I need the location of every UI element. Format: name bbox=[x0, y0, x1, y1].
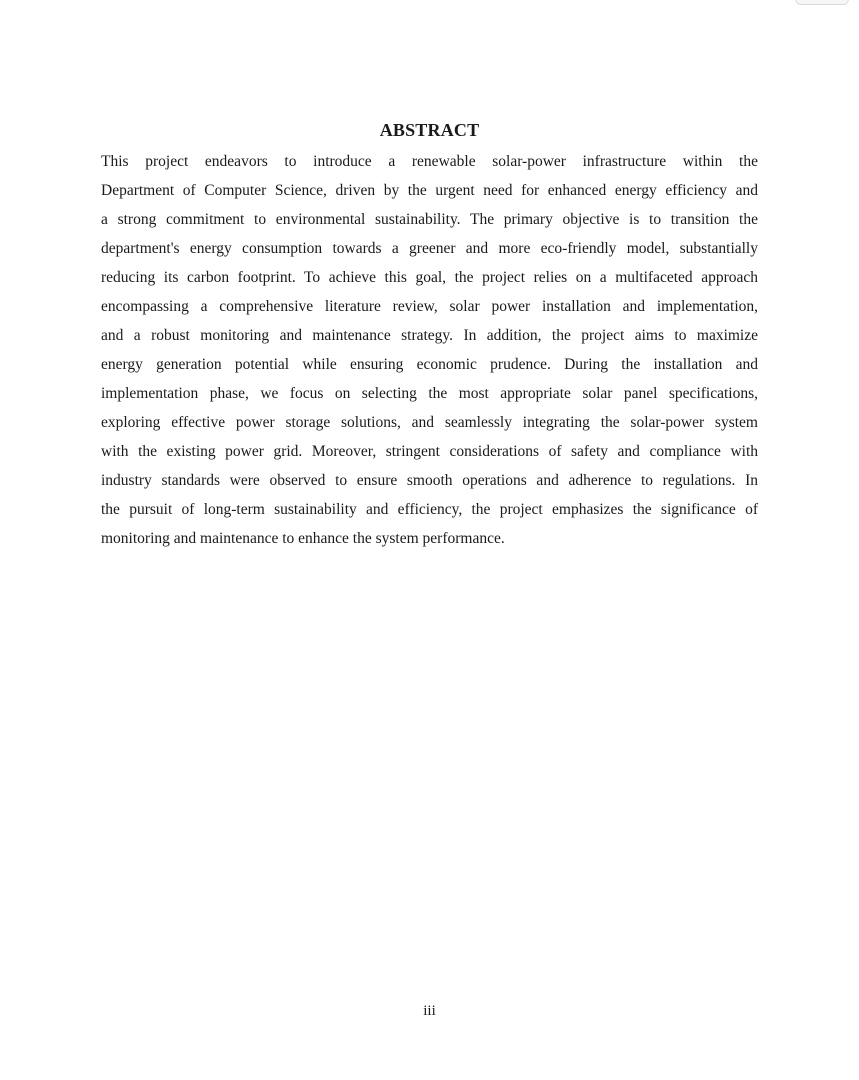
paragraph-line: reducing its carbon footprint. To achieve this goal, the project relies on a multifaceted approach bbox=[101, 269, 758, 286]
paragraph-line: exploring effective power storage solutions, and seamlessly integrating the solar-power system bbox=[101, 414, 758, 431]
page-title: ABSTRACT bbox=[379, 120, 480, 140]
paragraph-line: department's energy consumption towards a greener and more eco-friendly model, substantially bbox=[101, 240, 758, 257]
paragraph-line: industry standards were observed to ensure smooth operations and adherence to regulations. In bbox=[101, 472, 758, 489]
corner-tab bbox=[795, 0, 849, 5]
paragraph-line: Department of Computer Science, driven by the urgent need for enhanced energy efficiency and bbox=[101, 182, 758, 199]
paragraph-line: with the existing power grid. Moreover, stringent considerations of safety and compliance with bbox=[101, 443, 758, 460]
paragraph-line: implementation phase, we focus on selecting the most appropriate solar panel specifications, bbox=[101, 385, 758, 402]
paragraph-line: a strong commitment to environmental sustainability. The primary objective is to transition the bbox=[101, 211, 758, 228]
abstract-paragraph bbox=[101, 147, 758, 553]
paragraph-line: the pursuit of long-term sustainability and efficiency, the project emphasizes the significance of bbox=[101, 501, 758, 518]
paragraph-line: This project endeavors to introduce a renewable solar-power infrastructure within the bbox=[101, 153, 758, 170]
paragraph-line: energy generation potential while ensuring economic prudence. During the installation and bbox=[101, 356, 758, 373]
paragraph-line: encompassing a comprehensive literature review, solar power installation and implementation, bbox=[101, 298, 758, 315]
page-number: iii bbox=[423, 1003, 436, 1019]
paragraph-line: and a robust monitoring and maintenance strategy. In addition, the project aims to maximize bbox=[101, 327, 758, 344]
paragraph-line: monitoring and maintenance to enhance the system performance. bbox=[101, 530, 505, 547]
